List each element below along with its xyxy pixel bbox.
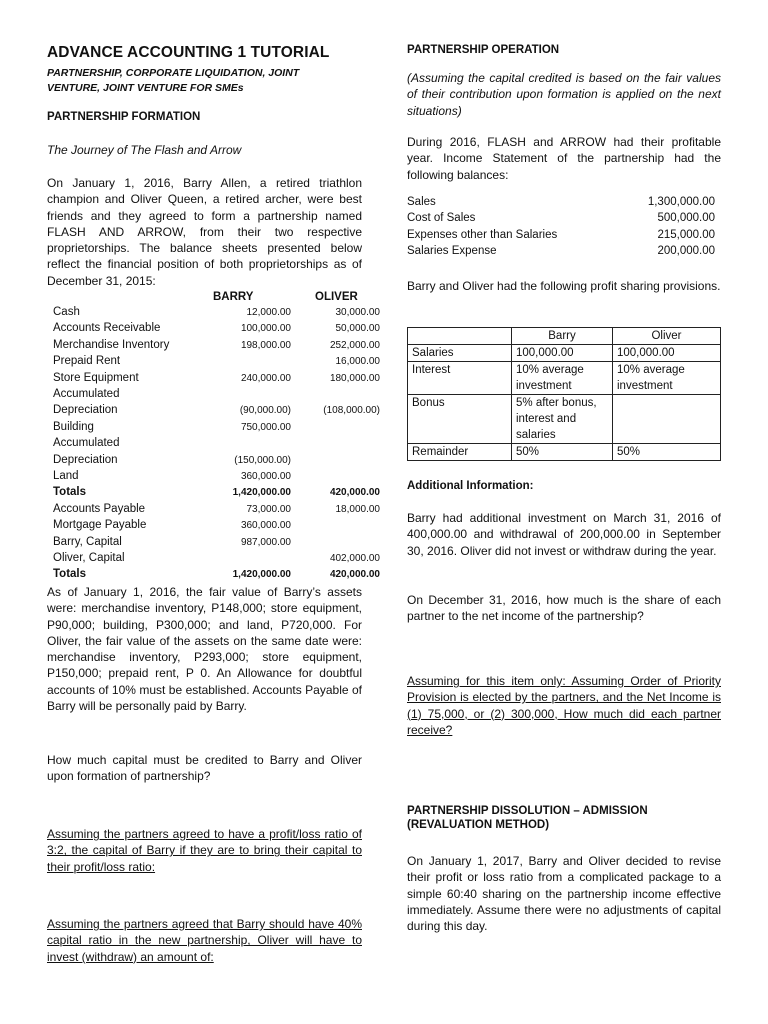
table-row (53, 355, 383, 371)
row-label: Prepaid Rent (53, 355, 121, 368)
oliver-value: 50,000.00 (335, 323, 380, 335)
row-label: Building (53, 420, 94, 433)
row-label: Accounts Receivable (53, 322, 161, 335)
section-heading-dissolution (407, 805, 648, 831)
list-item (407, 245, 717, 261)
barry-value: (90,000.00) (239, 405, 291, 417)
table-row (53, 306, 383, 322)
table-row (408, 345, 721, 362)
table-row (53, 388, 383, 404)
income-value: 1,300,000.00 (647, 196, 715, 208)
row-label: Totals (53, 486, 87, 499)
story-title: The Journey of The Flash and Arrow (47, 143, 242, 157)
header-empty-cell (408, 328, 512, 345)
table-row (53, 503, 383, 519)
oliver-value: 420,000.00 (329, 487, 380, 499)
row-label: Barry, Capital (53, 535, 122, 548)
question-net-income-share: On December 31, 2016, how much is the share of each partner to the net income of the partnership? (407, 593, 721, 624)
document-subtitle (47, 66, 299, 96)
profit-sharing-intro: Barry and Oliver had the following profit sharing provisions. (407, 279, 721, 293)
oliver-value: 420,000.00 (329, 569, 380, 581)
question-capital-credited: How much capital must be credited to Barry and Oliver upon formation of partnership? (47, 753, 362, 784)
income-statement (407, 196, 721, 266)
oliver-cell: 10% average investment (613, 362, 721, 395)
table-row (53, 421, 383, 437)
income-intro-paragraph: During 2016, FLASH and ARROW had their profitable year. Income Statement of the partnership had the following balances: (407, 135, 721, 182)
barry-value: 360,000.00 (240, 471, 291, 482)
table-row (53, 322, 383, 338)
barry-value: 198,000.00 (240, 339, 291, 351)
row-label: Land (53, 470, 79, 482)
barry-cell: 50% (512, 444, 613, 461)
question-profit-loss-ratio: Assuming the partners agreed to have a profit/loss ratio of 3:2, the capital of Barry if they are to bring their capital to their profit/loss ratio: (47, 827, 362, 874)
barry-value: 240,000.00 (240, 372, 291, 384)
row-label: Accumulated (53, 437, 120, 450)
table-row-totals (53, 568, 383, 584)
barry-value: 987,000.00 (240, 536, 291, 548)
additional-info-heading: Additional Information: (407, 480, 534, 492)
intro-paragraph: On January 1, 2016, Barry Allen, a retired triathlon champion and Oliver Queen, a retired archer, were best friends and they agreed to form a partnership named FLASH AND ARROW, from their two respective proprietorships. The balance sheets presented below reflect the financial position of both proprietorships as of December 31, 2015: (47, 176, 362, 288)
profit-sharing-table (407, 327, 721, 461)
row-label: Salaries (408, 345, 512, 362)
oliver-value: 16,000.00 (335, 356, 380, 368)
oliver-value: (108,000.00) (323, 405, 380, 417)
income-value: 215,000.00 (657, 228, 715, 241)
balance-sheet-header-barry: BARRY (213, 291, 254, 303)
row-label: Remainder (408, 444, 512, 461)
dissolution-paragraph: On January 1, 2017, Barry and Oliver decided to revise their profit or loss ratio from a complicated package to a simple 60:40 sharing on the partnership income effective immediately. Assume there were no adjustments of capital during this day. (407, 854, 721, 934)
barry-value: 750,000.00 (240, 421, 291, 433)
additional-info-paragraph: Barry had additional investment on March 31, 2016 of 400,000.00 and withdrawal of 200,000.00 in September 30, 2016. Oliver did not invest or withdraw during the year. (407, 511, 721, 558)
row-label: Depreciation (53, 453, 118, 466)
oliver-cell (613, 395, 721, 444)
assumption-note: (Assuming the capital credited is based on the fair values of their contribution upon formation is applied on the next situations) (407, 71, 721, 118)
header-barry: Barry (512, 328, 613, 345)
row-label: Bonus (408, 395, 512, 444)
barry-value: 12,000.00 (246, 307, 291, 318)
row-label: Store Equipment (53, 371, 139, 384)
dissolution-heading-line-1: PARTNERSHIP DISSOLUTION – ADMISSION (407, 805, 648, 817)
row-label: Oliver, Capital (53, 552, 125, 564)
subtitle-line-2: VENTURE, JOINT VENTURE FOR SMEs (47, 82, 244, 94)
table-row (53, 536, 383, 552)
question-order-of-priority: Assuming for this item only: Assuming Order of Priority Provision is elected by the partners, and the Net Income is (1) 75,000, or (2) 300,000, How much did each partner receive? (407, 674, 721, 737)
section-heading-operation: PARTNERSHIP OPERATION (407, 44, 560, 56)
income-value: 200,000.00 (657, 244, 715, 257)
dissolution-heading-line-2: (REVALUATION METHOD) (407, 819, 550, 831)
fair-value-paragraph: As of January 1, 2016, the fair value of Barry’s assets were: merchandise inventory, P148,000; store equipment, P90,000; building, P300,000; and land, P720,000. For Oliver, the fair value of the assets on the same date were: merchandise inventory, P293,000; store equipment, P150,000; prepaid rent, P 0. An Allowance for doubtful accounts of 10% must be established. Accounts Payable of Barry will be personally paid by Barry. (47, 585, 362, 714)
table-row (53, 552, 383, 568)
row-label: Cash (53, 306, 80, 318)
row-label: Accumulated (53, 388, 120, 400)
income-label: Expenses other than Salaries (407, 228, 558, 241)
barry-value: (150,000.00) (234, 454, 291, 466)
subtitle-line-1: PARTNERSHIP, CORPORATE LIQUIDATION, JOINT (47, 67, 300, 79)
oliver-cell: 100,000.00 (613, 345, 721, 362)
section-heading-formation: PARTNERSHIP FORMATION (47, 111, 201, 123)
table-row (53, 339, 383, 355)
table-row (53, 470, 383, 486)
row-label: Interest (408, 362, 512, 395)
table-row-totals (53, 486, 383, 502)
oliver-value: 252,000.00 (329, 339, 380, 351)
barry-value: 1,420,000.00 (232, 487, 291, 499)
table-row (408, 395, 721, 444)
balance-sheet-header-oliver: OLIVER (315, 291, 358, 303)
question-capital-ratio: Assuming the partners agreed that Barry should have 40% capital ratio in the new partnership, Oliver will have to invest (withdraw) an amount of: (47, 917, 362, 964)
income-label: Salaries Expense (407, 244, 497, 257)
row-label: Mortgage Payable (53, 519, 147, 532)
table-row (53, 404, 383, 420)
row-label: Depreciation (53, 404, 118, 417)
barry-cell: 5% after bonus, interest and salaries (512, 395, 613, 444)
list-item (407, 212, 717, 228)
barry-cell: 100,000.00 (512, 345, 613, 362)
barry-value: 100,000.00 (240, 323, 291, 335)
list-item (407, 196, 717, 212)
income-value: 500,000.00 (657, 212, 715, 225)
row-label: Accounts Payable (53, 502, 146, 515)
table-row (53, 454, 383, 470)
list-item (407, 229, 717, 245)
barry-value: 73,000.00 (246, 503, 291, 515)
income-label: Cost of Sales (407, 212, 476, 225)
income-label: Sales (407, 196, 436, 208)
document-title: ADVANCE ACCOUNTING 1 TUTORIAL (47, 44, 330, 61)
table-row (408, 362, 721, 395)
oliver-cell: 50% (613, 444, 721, 461)
table-row (53, 437, 383, 453)
row-label: Merchandise Inventory (53, 338, 170, 351)
table-row (408, 328, 721, 345)
header-oliver: Oliver (613, 328, 721, 345)
table-row (53, 372, 383, 388)
oliver-value: 180,000.00 (329, 372, 380, 384)
oliver-value: 402,000.00 (329, 553, 380, 564)
row-label: Totals (53, 568, 87, 581)
oliver-value: 18,000.00 (335, 503, 380, 515)
oliver-value: 30,000.00 (335, 307, 380, 318)
barry-value: 360,000.00 (240, 520, 291, 532)
barry-value: 1,420,000.00 (232, 569, 291, 581)
table-row (53, 519, 383, 535)
table-row (408, 444, 721, 461)
barry-cell: 10% average investment (512, 362, 613, 395)
